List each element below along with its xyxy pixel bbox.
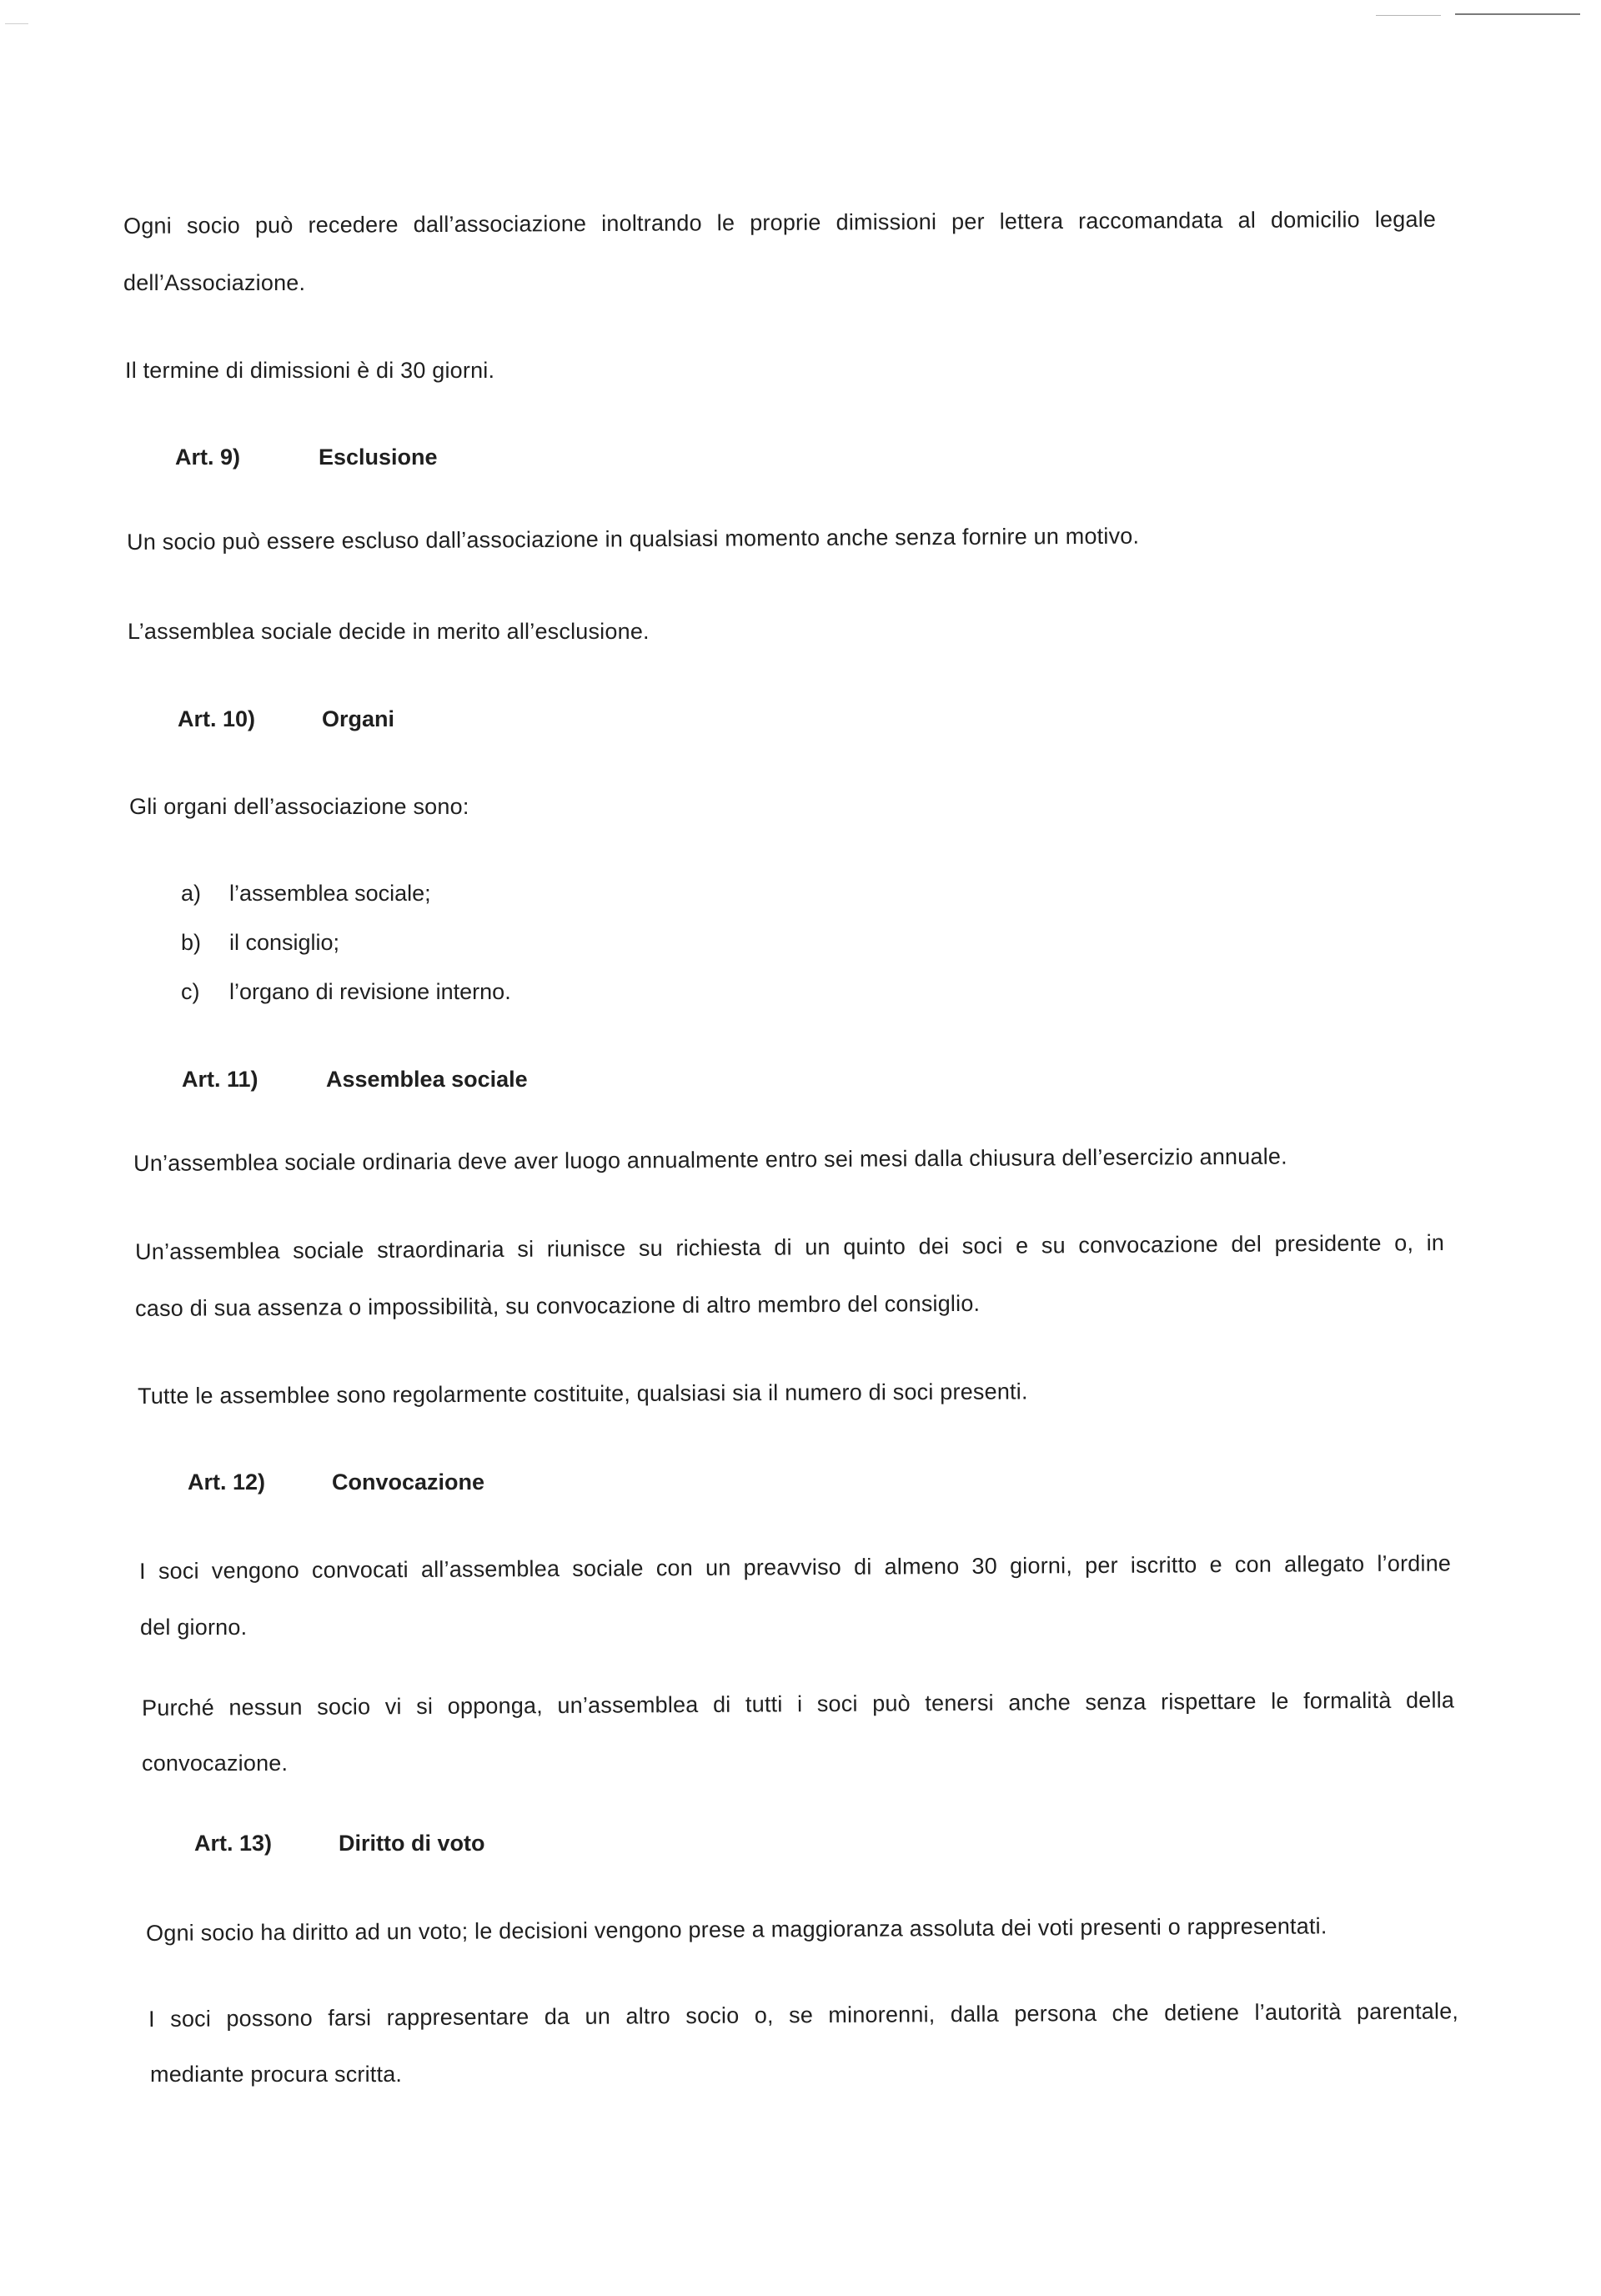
scan-mark [5,23,28,24]
article-number: Art. 11) [182,1067,258,1092]
paragraph-11: Ogni socio ha diritto ad un voto; le decisioni vengono prese a maggioranza assoluta dei voti presenti o rappresentati. [146,1913,1327,1946]
list-item [181,879,431,907]
paragraph-1-line-1: Ogni socio può recedere dall’associazione inoltrando le proprie dimissioni per lettera raccomandata al domicilio legale [123,206,1437,239]
list-letter: a) [181,881,202,906]
scan-mark [1376,15,1441,16]
article-title: Esclusione [319,445,438,470]
article-number: Art. 9) [175,445,241,470]
paragraph-3: Un socio può essere escluso dall’associazione in qualsiasi momento anche senza fornire un motivo. [127,523,1140,555]
paragraph-10-line-2: convocazione. [142,1751,289,1776]
list-text: il consiglio; [229,930,340,955]
paragraph-8: Tutte le assemblee sono regolarmente costituite, qualsiasi sia il numero di soci presenti. [138,1379,1028,1409]
article-title: Organi [322,706,395,731]
list-text: l’organo di revisione interno. [229,979,511,1004]
paragraph-5: Gli organi dell’associazione sono: [129,794,469,819]
scan-mark [1455,13,1580,15]
paragraph-1-line-2: dell’Associazione. [123,270,306,295]
article-title: Diritto di voto [339,1831,485,1856]
list-letter: c) [181,979,200,1004]
list-item [181,977,511,1006]
paragraph-7-line-2: caso di sua assenza o impossibilità, su convocazione di altro membro del consiglio. [135,1290,981,1321]
paragraph-9-line-2: del giorno. [140,1615,248,1640]
article-title: Assemblea sociale [326,1067,528,1092]
article-9-heading [175,443,438,471]
article-number: Art. 12) [188,1470,266,1495]
article-title: Convocazione [332,1470,485,1495]
article-12-heading [188,1468,484,1496]
paragraph-4: L’assemblea sociale decide in merito all’esclusione. [128,619,650,644]
paragraph-2: Il termine di dimissioni è di 30 giorni. [125,358,495,383]
article-number: Art. 10) [178,706,256,731]
list-letter: b) [181,930,202,955]
article-13-heading [194,1829,484,1857]
article-11-heading [182,1065,528,1093]
list-text: l’assemblea sociale; [229,881,431,906]
paragraph-12-line-2: mediante procura scritta. [150,2062,403,2087]
paragraph-9-line-1: I soci vengono convocati all’assemblea sociale con un preavviso di almeno 30 giorni, per iscritto e con allegato l’ordine [139,1550,1452,1584]
paragraph-6: Un’assemblea sociale ordinaria deve aver luogo annualmente entro sei mesi dalla chiusura dell’esercizio annuale. [133,1143,1287,1176]
article-number: Art. 13) [194,1831,273,1856]
paragraph-10-line-1: Purché nessun socio vi si opponga, un’assemblea di tutti i soci può tenersi anche senza rispettare le formalità della [142,1687,1455,1721]
list-item [181,928,339,957]
article-10-heading [178,705,394,733]
paragraph-12-line-1: I soci possono farsi rappresentare da un altro socio o, se minorenni, dalla persona che detiene l’autorità parentale, [148,1998,1459,2032]
paragraph-7-line-1: Un’assemblea sociale straordinaria si riunisce su richiesta di un quinto dei soci e su convocazione del presidente o, in [135,1230,1445,1264]
